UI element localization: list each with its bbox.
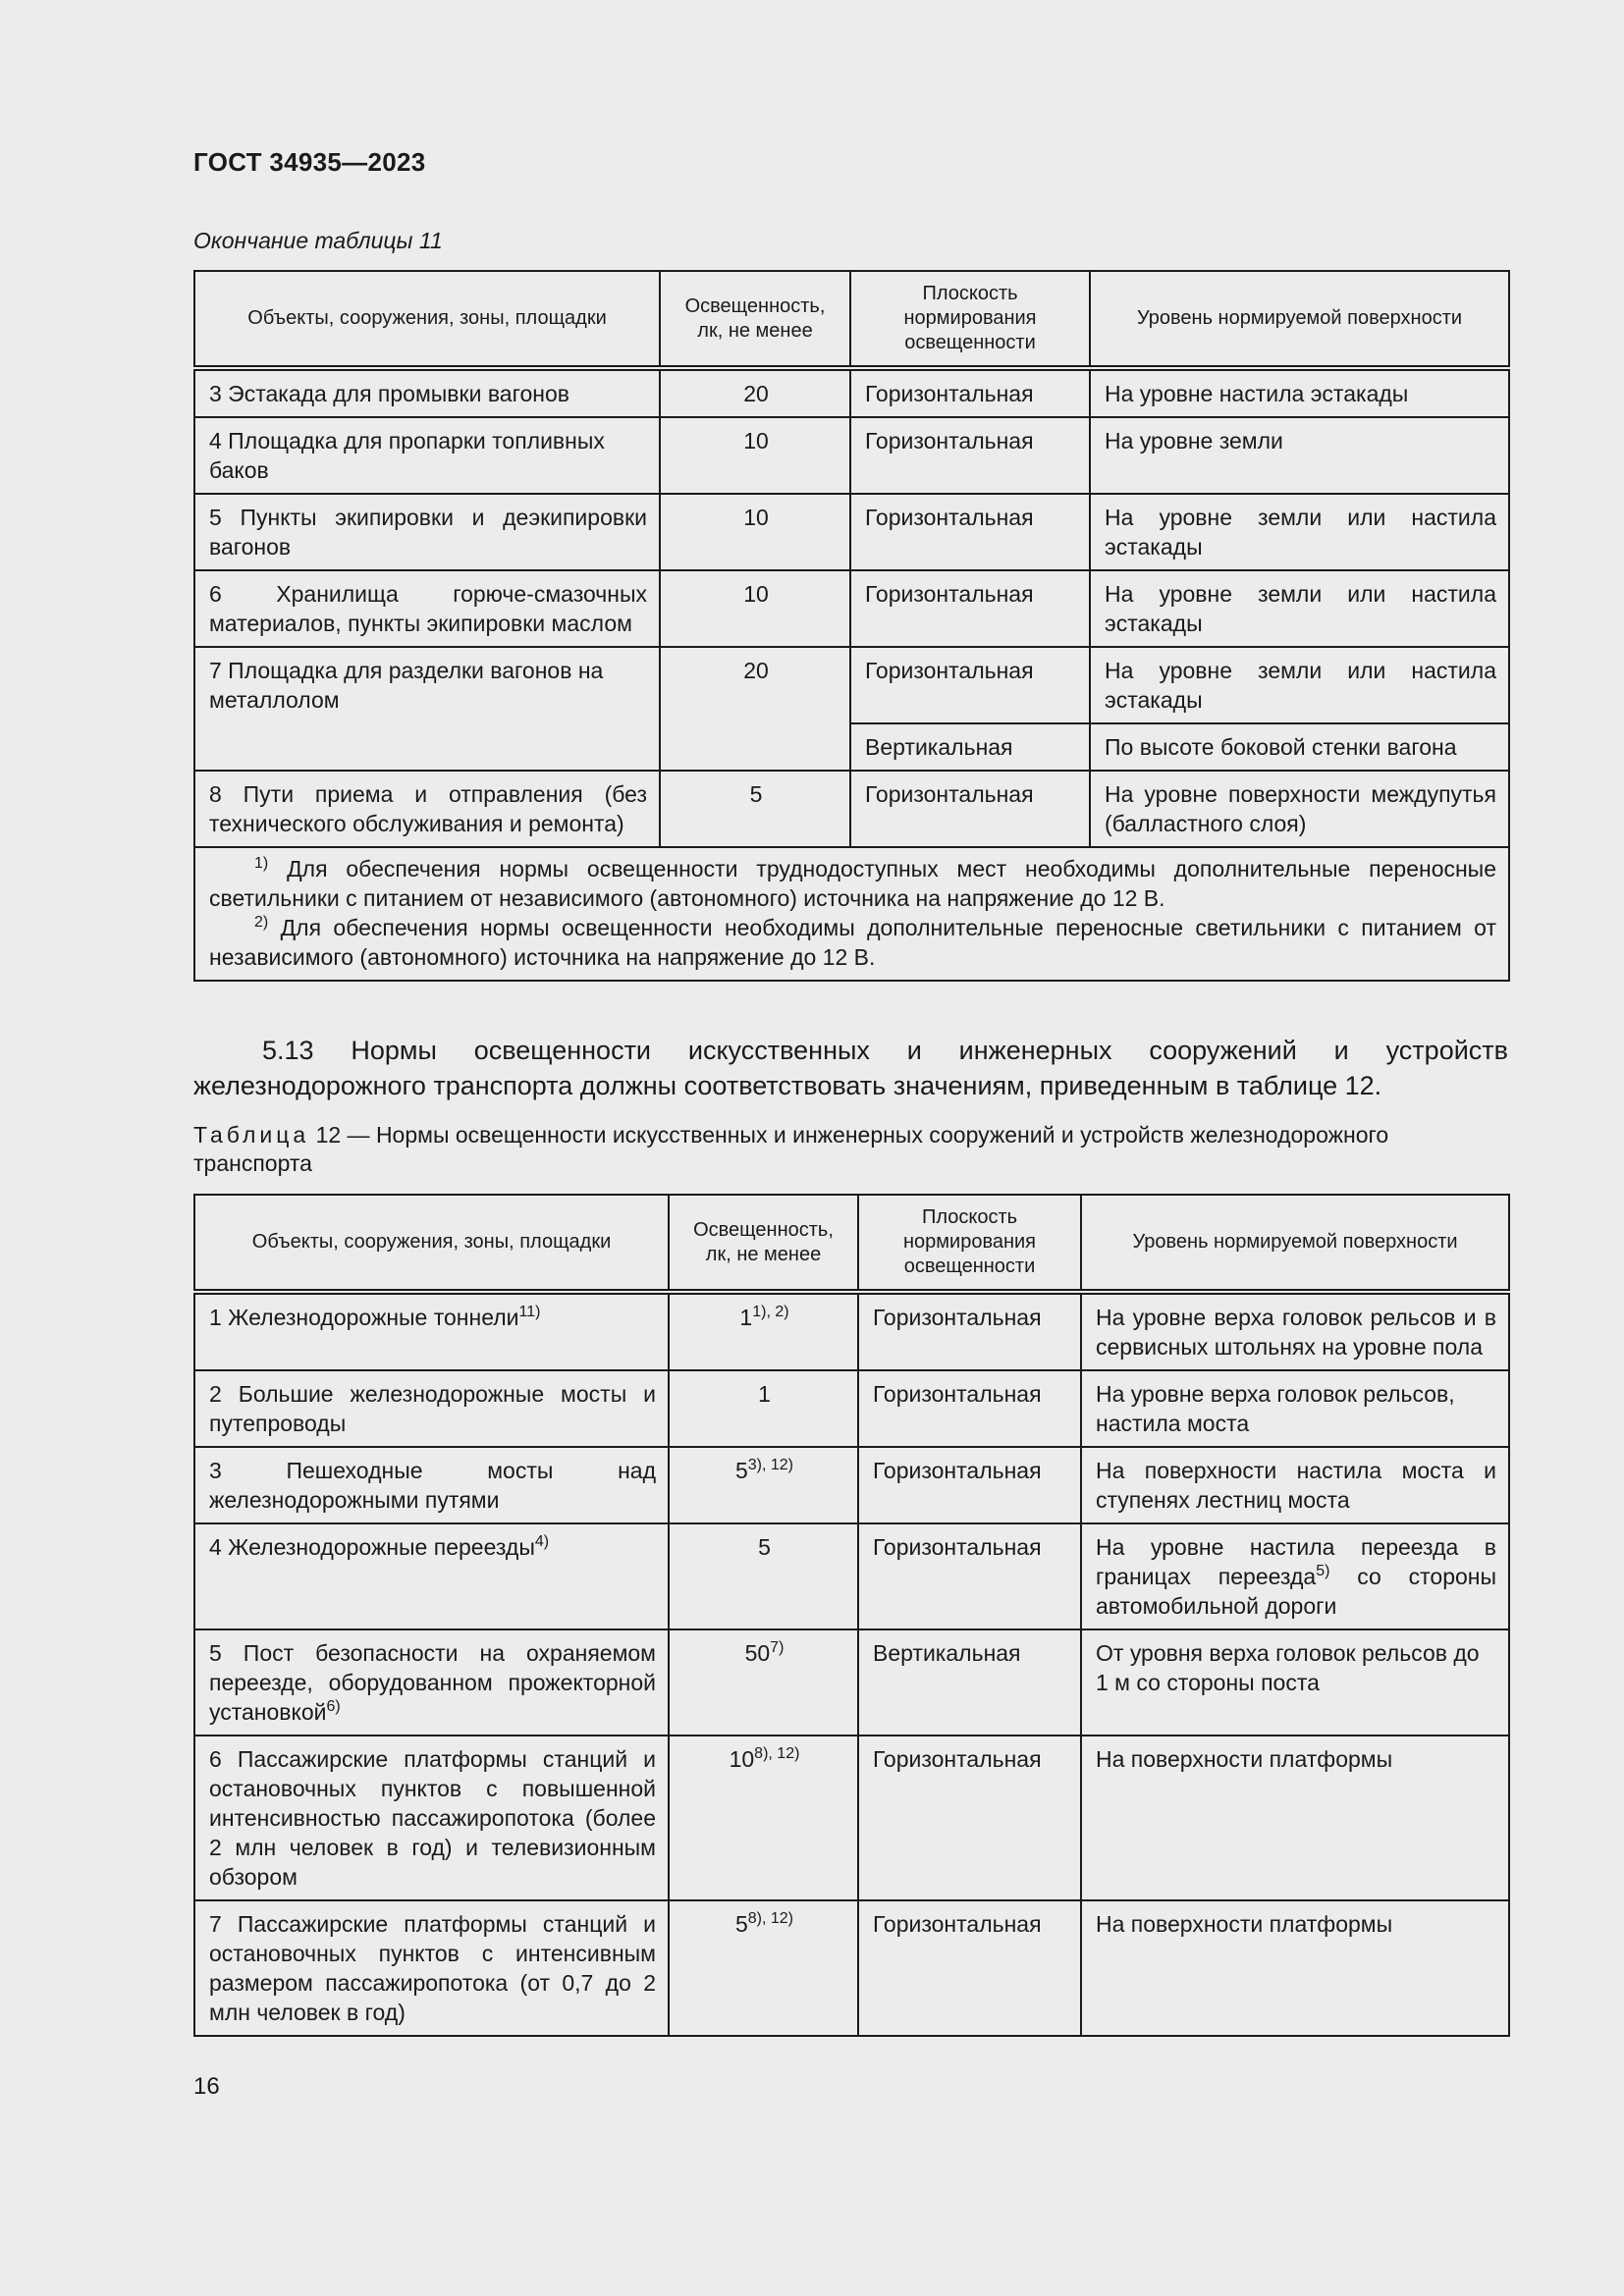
footnote-1 bbox=[209, 854, 1496, 913]
footnote-ref: 1), 2) bbox=[752, 1304, 789, 1320]
table-label: Таблица bbox=[193, 1122, 310, 1148]
cell-plane: Горизонтальная bbox=[850, 368, 1090, 417]
column-header-illuminance: Освещенность, лк, не менее bbox=[669, 1195, 858, 1292]
table-row bbox=[194, 647, 1509, 723]
cell-object: 6 Пассажирские платформы станций и остановочных пунктов с повышенной интенсивностью пассажиропотока (более 2 млн человек в год) и телевизионным обзором bbox=[194, 1735, 669, 1900]
table-row bbox=[194, 1629, 1509, 1735]
footnote-ref: 4) bbox=[534, 1533, 550, 1550]
footnote-ref: 8), 12) bbox=[754, 1745, 800, 1762]
cell-level bbox=[1081, 1523, 1509, 1629]
cell-object: 2 Большие железнодорожные мосты и путепроводы bbox=[194, 1370, 669, 1447]
column-header-objects: Объекты, сооружения, зоны, площадки bbox=[194, 1195, 669, 1292]
cell-plane: Горизонтальная bbox=[858, 1523, 1081, 1629]
cell-plane: Горизонтальная bbox=[850, 570, 1090, 647]
table-row bbox=[194, 494, 1509, 570]
cell-illuminance-value: 50 bbox=[744, 1640, 771, 1666]
cell-level: На поверхности платформы bbox=[1081, 1735, 1509, 1900]
cell-illuminance bbox=[669, 1629, 858, 1735]
table-header-row bbox=[194, 1195, 1509, 1292]
cell-illuminance: 1 bbox=[669, 1370, 858, 1447]
footnote-text: Для обеспечения нормы освещенности труднодоступных мест необходимы дополнительные переносные светильники с питанием от независимого (автономного) источника на напряжение до 12 В. bbox=[209, 856, 1497, 911]
cell-level: По высоте боковой стенки вагона bbox=[1090, 723, 1509, 771]
table-12-caption bbox=[193, 1121, 1508, 1178]
cell-level: От уровня верха головок рельсов до 1 м со стороны поста bbox=[1081, 1629, 1509, 1735]
table-header-row bbox=[194, 271, 1509, 368]
column-header-plane: Плоскость нормирования освещенности bbox=[850, 271, 1090, 368]
cell-object-text: 5 Пост безопасности на охраняемом переезде, оборудованном прожекторной установкой bbox=[209, 1640, 656, 1725]
table-row bbox=[194, 771, 1509, 847]
cell-level: На уровне верха головок рельсов, настила моста bbox=[1081, 1370, 1509, 1447]
cell-object bbox=[194, 1292, 669, 1370]
cell-level-text: со стороны автомобильной дороги bbox=[1096, 1564, 1497, 1619]
footnote-mark: 2) bbox=[254, 914, 269, 931]
cell-object: 7 Площадка для разделки вагонов на металлолом bbox=[194, 647, 660, 771]
cell-illuminance: 5 bbox=[669, 1523, 858, 1629]
cell-illuminance: 10 bbox=[660, 417, 850, 494]
cell-object: 3 Эстакада для промывки вагонов bbox=[194, 368, 660, 417]
cell-level: На поверхности настила моста и ступенях лестниц моста bbox=[1081, 1447, 1509, 1523]
cell-illuminance: 20 bbox=[660, 647, 850, 771]
cell-illuminance: 10 bbox=[660, 494, 850, 570]
table-row bbox=[194, 1523, 1509, 1629]
cell-level: На уровне поверхности междупутья (балластного слоя) bbox=[1090, 771, 1509, 847]
page-number: 16 bbox=[193, 2073, 220, 2100]
cell-illuminance-value: 5 bbox=[734, 1458, 748, 1483]
table-11 bbox=[193, 270, 1510, 982]
table-row bbox=[194, 1900, 1509, 2036]
document-code: ГОСТ 34935—2023 bbox=[193, 147, 426, 177]
cell-plane: Вертикальная bbox=[858, 1629, 1081, 1735]
table-notes-row bbox=[194, 847, 1509, 981]
cell-level: На уровне земли или настила эстакады bbox=[1090, 494, 1509, 570]
cell-illuminance bbox=[669, 1900, 858, 2036]
column-header-plane: Плоскость нормирования освещенности bbox=[858, 1195, 1081, 1292]
column-header-level: Уровень нормируемой поверхности bbox=[1081, 1195, 1509, 1292]
cell-illuminance-value: 5 bbox=[734, 1911, 748, 1937]
table-row bbox=[194, 368, 1509, 417]
cell-illuminance-value: 1 bbox=[739, 1305, 753, 1330]
footnote-ref: 7) bbox=[770, 1639, 785, 1656]
cell-object-text: 4 Железнодорожные переезды bbox=[209, 1534, 535, 1560]
column-header-illuminance: Освещенность, лк, не менее bbox=[660, 271, 850, 368]
table-row bbox=[194, 1735, 1509, 1900]
cell-plane: Вертикальная bbox=[850, 723, 1090, 771]
cell-plane: Горизонтальная bbox=[850, 647, 1090, 723]
cell-object: 4 Площадка для пропарки топливных баков bbox=[194, 417, 660, 494]
cell-object bbox=[194, 1629, 669, 1735]
cell-plane: Горизонтальная bbox=[858, 1447, 1081, 1523]
table-title: 12 — Нормы освещенности искусственных и инженерных сооружений и устройств железнодорожного транспорта bbox=[193, 1122, 1389, 1176]
cell-level: На уровне верха головок рельсов и в сервисных штольнях на уровне пола bbox=[1081, 1292, 1509, 1370]
column-header-level: Уровень нормируемой поверхности bbox=[1090, 271, 1509, 368]
cell-object: 5 Пункты экипировки и деэкипировки вагонов bbox=[194, 494, 660, 570]
cell-illuminance bbox=[669, 1447, 858, 1523]
cell-level: На уровне настила эстакады bbox=[1090, 368, 1509, 417]
cell-plane: Горизонтальная bbox=[858, 1292, 1081, 1370]
cell-object: 6 Хранилища горюче-смазочных материалов, пункты экипировки маслом bbox=[194, 570, 660, 647]
cell-plane: Горизонтальная bbox=[850, 417, 1090, 494]
footnote-ref: 3), 12) bbox=[747, 1457, 794, 1473]
cell-object-text: 1 Железнодорожные тоннели bbox=[209, 1305, 519, 1330]
cell-object bbox=[194, 1523, 669, 1629]
cell-illuminance: 20 bbox=[660, 368, 850, 417]
footnote-ref: 11) bbox=[518, 1304, 541, 1320]
table-12 bbox=[193, 1194, 1510, 2037]
footnote-ref: 8), 12) bbox=[747, 1910, 794, 1927]
cell-plane: Горизонтальная bbox=[858, 1735, 1081, 1900]
cell-object: 3 Пешеходные мосты над железнодорожными путями bbox=[194, 1447, 669, 1523]
footnote-mark: 1) bbox=[254, 855, 269, 872]
cell-level: На уровне земли или настила эстакады bbox=[1090, 647, 1509, 723]
table-row bbox=[194, 1370, 1509, 1447]
cell-plane: Горизонтальная bbox=[850, 771, 1090, 847]
table-11-continuation-caption: Окончание таблицы 11 bbox=[193, 228, 443, 253]
cell-plane: Горизонтальная bbox=[858, 1900, 1081, 2036]
footnote-2 bbox=[209, 913, 1496, 972]
cell-level-text: На уровне настила переезда в границах переезда bbox=[1096, 1534, 1496, 1589]
cell-level: На поверхности платформы bbox=[1081, 1900, 1509, 2036]
table-row bbox=[194, 1292, 1509, 1370]
table-notes bbox=[194, 847, 1509, 981]
cell-illuminance-value: 10 bbox=[729, 1746, 755, 1772]
cell-level: На уровне земли bbox=[1090, 417, 1509, 494]
cell-level: На уровне земли или настила эстакады bbox=[1090, 570, 1509, 647]
paragraph-5-13: 5.13 Нормы освещенности искусственных и инженерных сооружений и устройств железнодорожного транспорта должны соответствовать значениям, приведенным в таблице 12. bbox=[193, 1036, 1508, 1100]
cell-illuminance: 5 bbox=[660, 771, 850, 847]
cell-illuminance bbox=[669, 1735, 858, 1900]
cell-object: 7 Пассажирские платформы станций и остановочных пунктов с интенсивным размером пассажиропотока (от 0,7 до 2 млн человек в год) bbox=[194, 1900, 669, 2036]
cell-illuminance: 10 bbox=[660, 570, 850, 647]
column-header-objects: Объекты, сооружения, зоны, площадки bbox=[194, 271, 660, 368]
table-row bbox=[194, 417, 1509, 494]
cell-illuminance bbox=[669, 1292, 858, 1370]
table-row bbox=[194, 570, 1509, 647]
footnote-ref: 6) bbox=[326, 1698, 341, 1715]
cell-plane: Горизонтальная bbox=[858, 1370, 1081, 1447]
cell-object: 8 Пути приема и отправления (без технического обслуживания и ремонта) bbox=[194, 771, 660, 847]
table-row bbox=[194, 1447, 1509, 1523]
cell-plane: Горизонтальная bbox=[850, 494, 1090, 570]
footnote-ref: 5) bbox=[1316, 1563, 1330, 1579]
footnote-text: Для обеспечения нормы освещенности необходимы дополнительные переносные светильники с питанием от независимого (автономного) источника на напряжение до 12 В. bbox=[209, 915, 1496, 970]
